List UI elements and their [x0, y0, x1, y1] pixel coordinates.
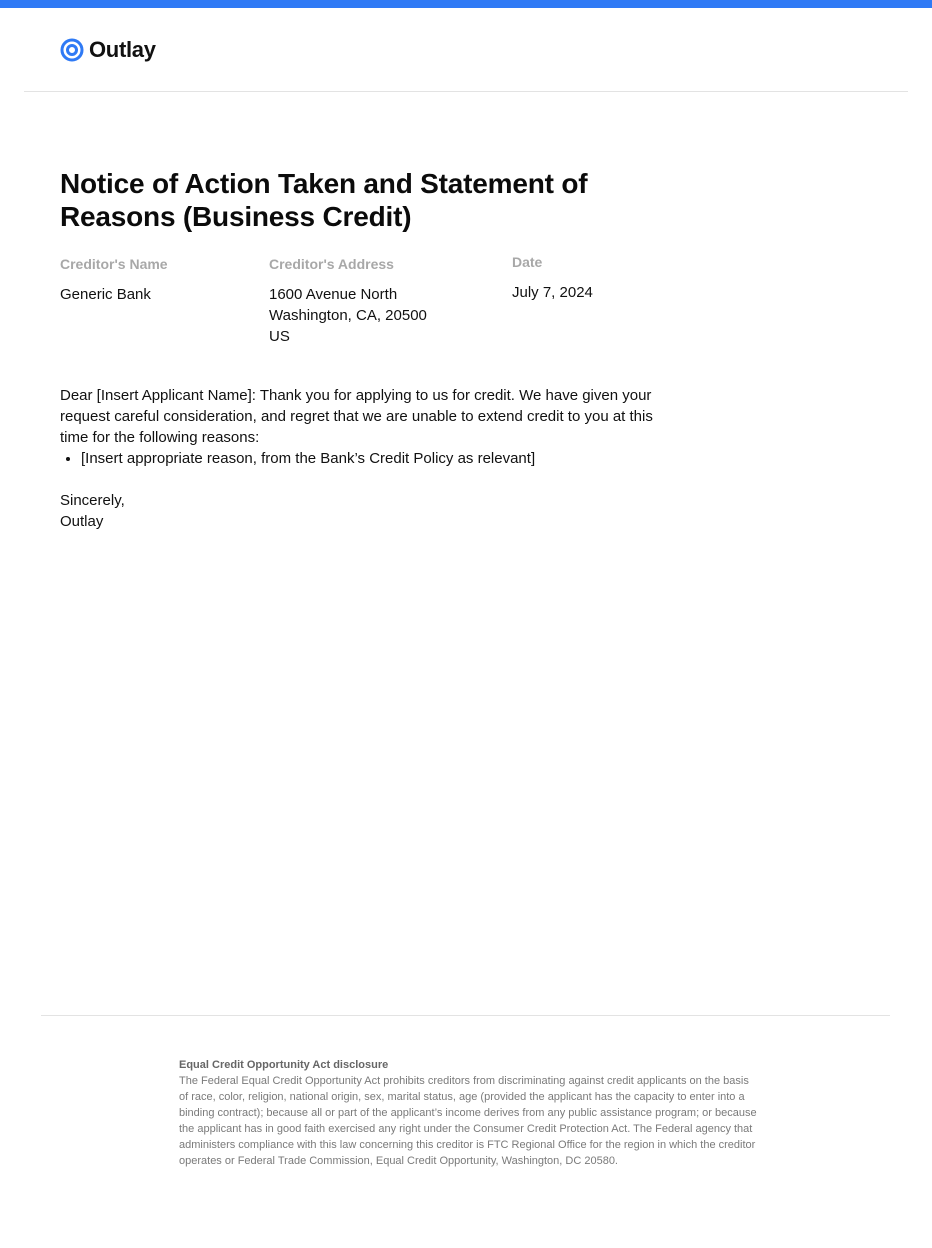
creditor-name-value: Generic Bank [60, 286, 151, 303]
reason-item: • [Insert appropriate reason, from the Bank’s Credit Policy as relevant] [81, 448, 670, 469]
reasons-list [60, 448, 670, 469]
letter-body [60, 385, 670, 532]
top-accent-bar [0, 0, 932, 8]
date-label: Date [512, 254, 543, 270]
letter-closing: Sincerely, [60, 492, 125, 509]
footer-divider [41, 1015, 890, 1016]
target-ring-icon [60, 38, 84, 62]
creditor-address-value [269, 284, 427, 347]
letter-paragraph: Dear [Insert Applicant Name]: Thank you for applying to us for credit. We have given your request careful consideration, and regret that we are unable to extend credit to you at this time for the following reasons: [60, 387, 653, 446]
address-line: 1600 Avenue North [269, 286, 398, 303]
disclosure-text: The Federal Equal Credit Opportunity Act prohibits creditors from discriminating against credit applicants on the basis of race, color, religion, national origin, sex, marital status, age (provided the applicant has the capacity to enter into a binding contract); because all or part of the applicant’s income derives from any public assistance program; or because the applicant has in good faith exercised any right under the Consumer Credit Protection Act. The Federal agency that administers compliance with this law concerning this creditor is FTC Regional Office for the region in which the creditor operates or Federal Trade Commission, Equal Credit Opportunity, Washington, DC 20580. [179, 1075, 757, 1167]
document-title: Notice of Action Taken and Statement of Reasons (Business Credit) [60, 168, 588, 232]
letter-signature: Outlay [60, 513, 104, 530]
creditor-name-label: Creditor's Name [60, 256, 168, 272]
date-value: July 7, 2024 [512, 284, 593, 301]
date-field [512, 253, 593, 303]
creditor-name-field [60, 255, 168, 305]
header-divider [24, 91, 908, 92]
address-line: Washington, CA, 20500 [269, 307, 427, 324]
address-line: US [269, 328, 290, 345]
creditor-address-field [269, 255, 427, 347]
creditor-address-label: Creditor's Address [269, 256, 394, 272]
header-logo [60, 36, 156, 64]
ecoa-disclosure [179, 1057, 759, 1169]
disclosure-title: Equal Credit Opportunity Act disclosure [179, 1059, 389, 1071]
brand-name: Outlay [89, 37, 156, 62]
